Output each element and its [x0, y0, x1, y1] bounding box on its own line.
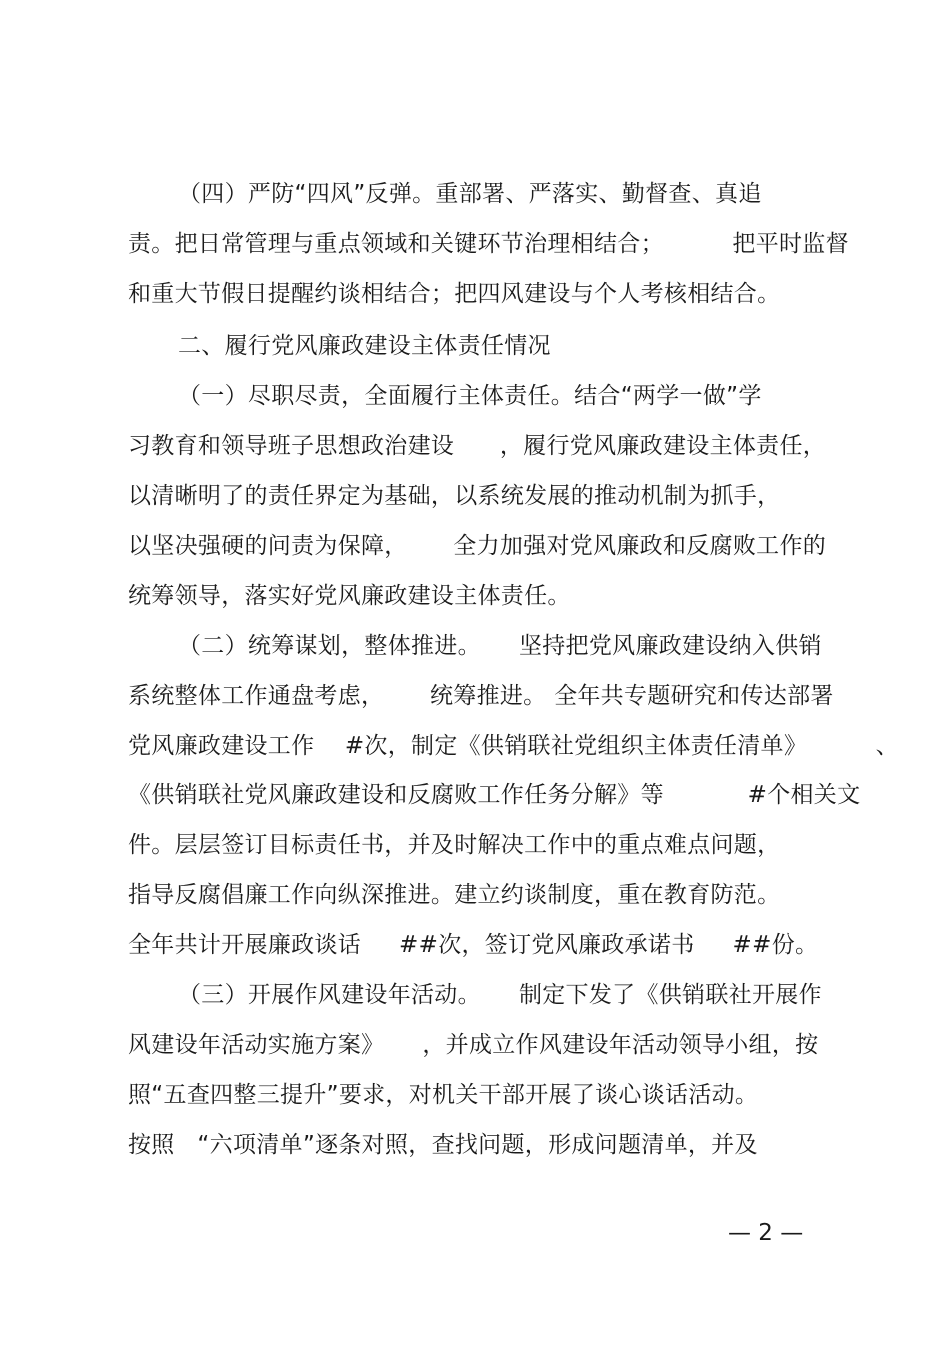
text-line: 照“五查四整三提升”要求，对机关干部开展了谈心谈话活动。 — [128, 1082, 759, 1108]
page-number: — 2 — — [728, 1220, 804, 1246]
text-line: 全年共计开展廉政谈话 ##次，签订党风廉政承诺书 ##份。 — [128, 932, 819, 958]
text-line: （二）统筹谋划，整体推进。 坚持把党风廉政建设纳入供销 — [178, 633, 822, 659]
text-line: 《供销联社党风廉政建设和反腐败工作任务分解》等 #个相关文 — [128, 782, 861, 808]
section-heading: 二、履行党风廉政建设主体责任情况 — [178, 333, 551, 359]
text-line: 以坚决强硬的问责为保障， 全力加强对党风廉政和反腐败工作的 — [128, 533, 827, 559]
text-line: （四）严防“四风”反弹。重部署、严落实、勤督查、真追 — [178, 181, 762, 207]
text-line: 以清晰明了的责任界定为基础，以系统发展的推动机制为抓手， — [128, 483, 781, 509]
text-line: 系统整体工作通盘考虑， 统筹推进。 全年共专题研究和传达部署 — [128, 683, 834, 709]
text-line: 和重大节假日提醒约谈相结合；把四风建设与个人考核相结合。 — [128, 281, 781, 307]
text-line: 件。层层签订目标责任书，并及时解决工作中的重点难点问题， — [128, 832, 781, 858]
text-line: （一）尽职尽责，全面履行主体责任。结合“两学一做”学 — [178, 383, 762, 409]
text-line: 党风廉政建设工作 #次，制定《供销联社党组织主体责任清单》 、 — [128, 733, 899, 759]
text-line: 按照 “六项清单”逐条对照，查找问题，形成问题清单，并及 — [128, 1132, 758, 1158]
text-line: 指导反腐倡廉工作向纵深推进。建立约谈制度，重在教育防范。 — [128, 882, 781, 908]
text-line: 风建设年活动实施方案》 ，并成立作风建设年活动领导小组，按 — [128, 1032, 819, 1058]
text-line: 统筹领导，落实好党风廉政建设主体责任。 — [128, 583, 571, 609]
text-line: （三）开展作风建设年活动。 制定下发了《供销联社开展作 — [178, 982, 822, 1008]
text-line: 习教育和领导班子思想政治建设 ，履行党风廉政建设主体责任， — [128, 433, 827, 459]
text-line: 责。把日常管理与重点领域和关键环节治理相结合； 把平时监督 — [128, 231, 849, 257]
